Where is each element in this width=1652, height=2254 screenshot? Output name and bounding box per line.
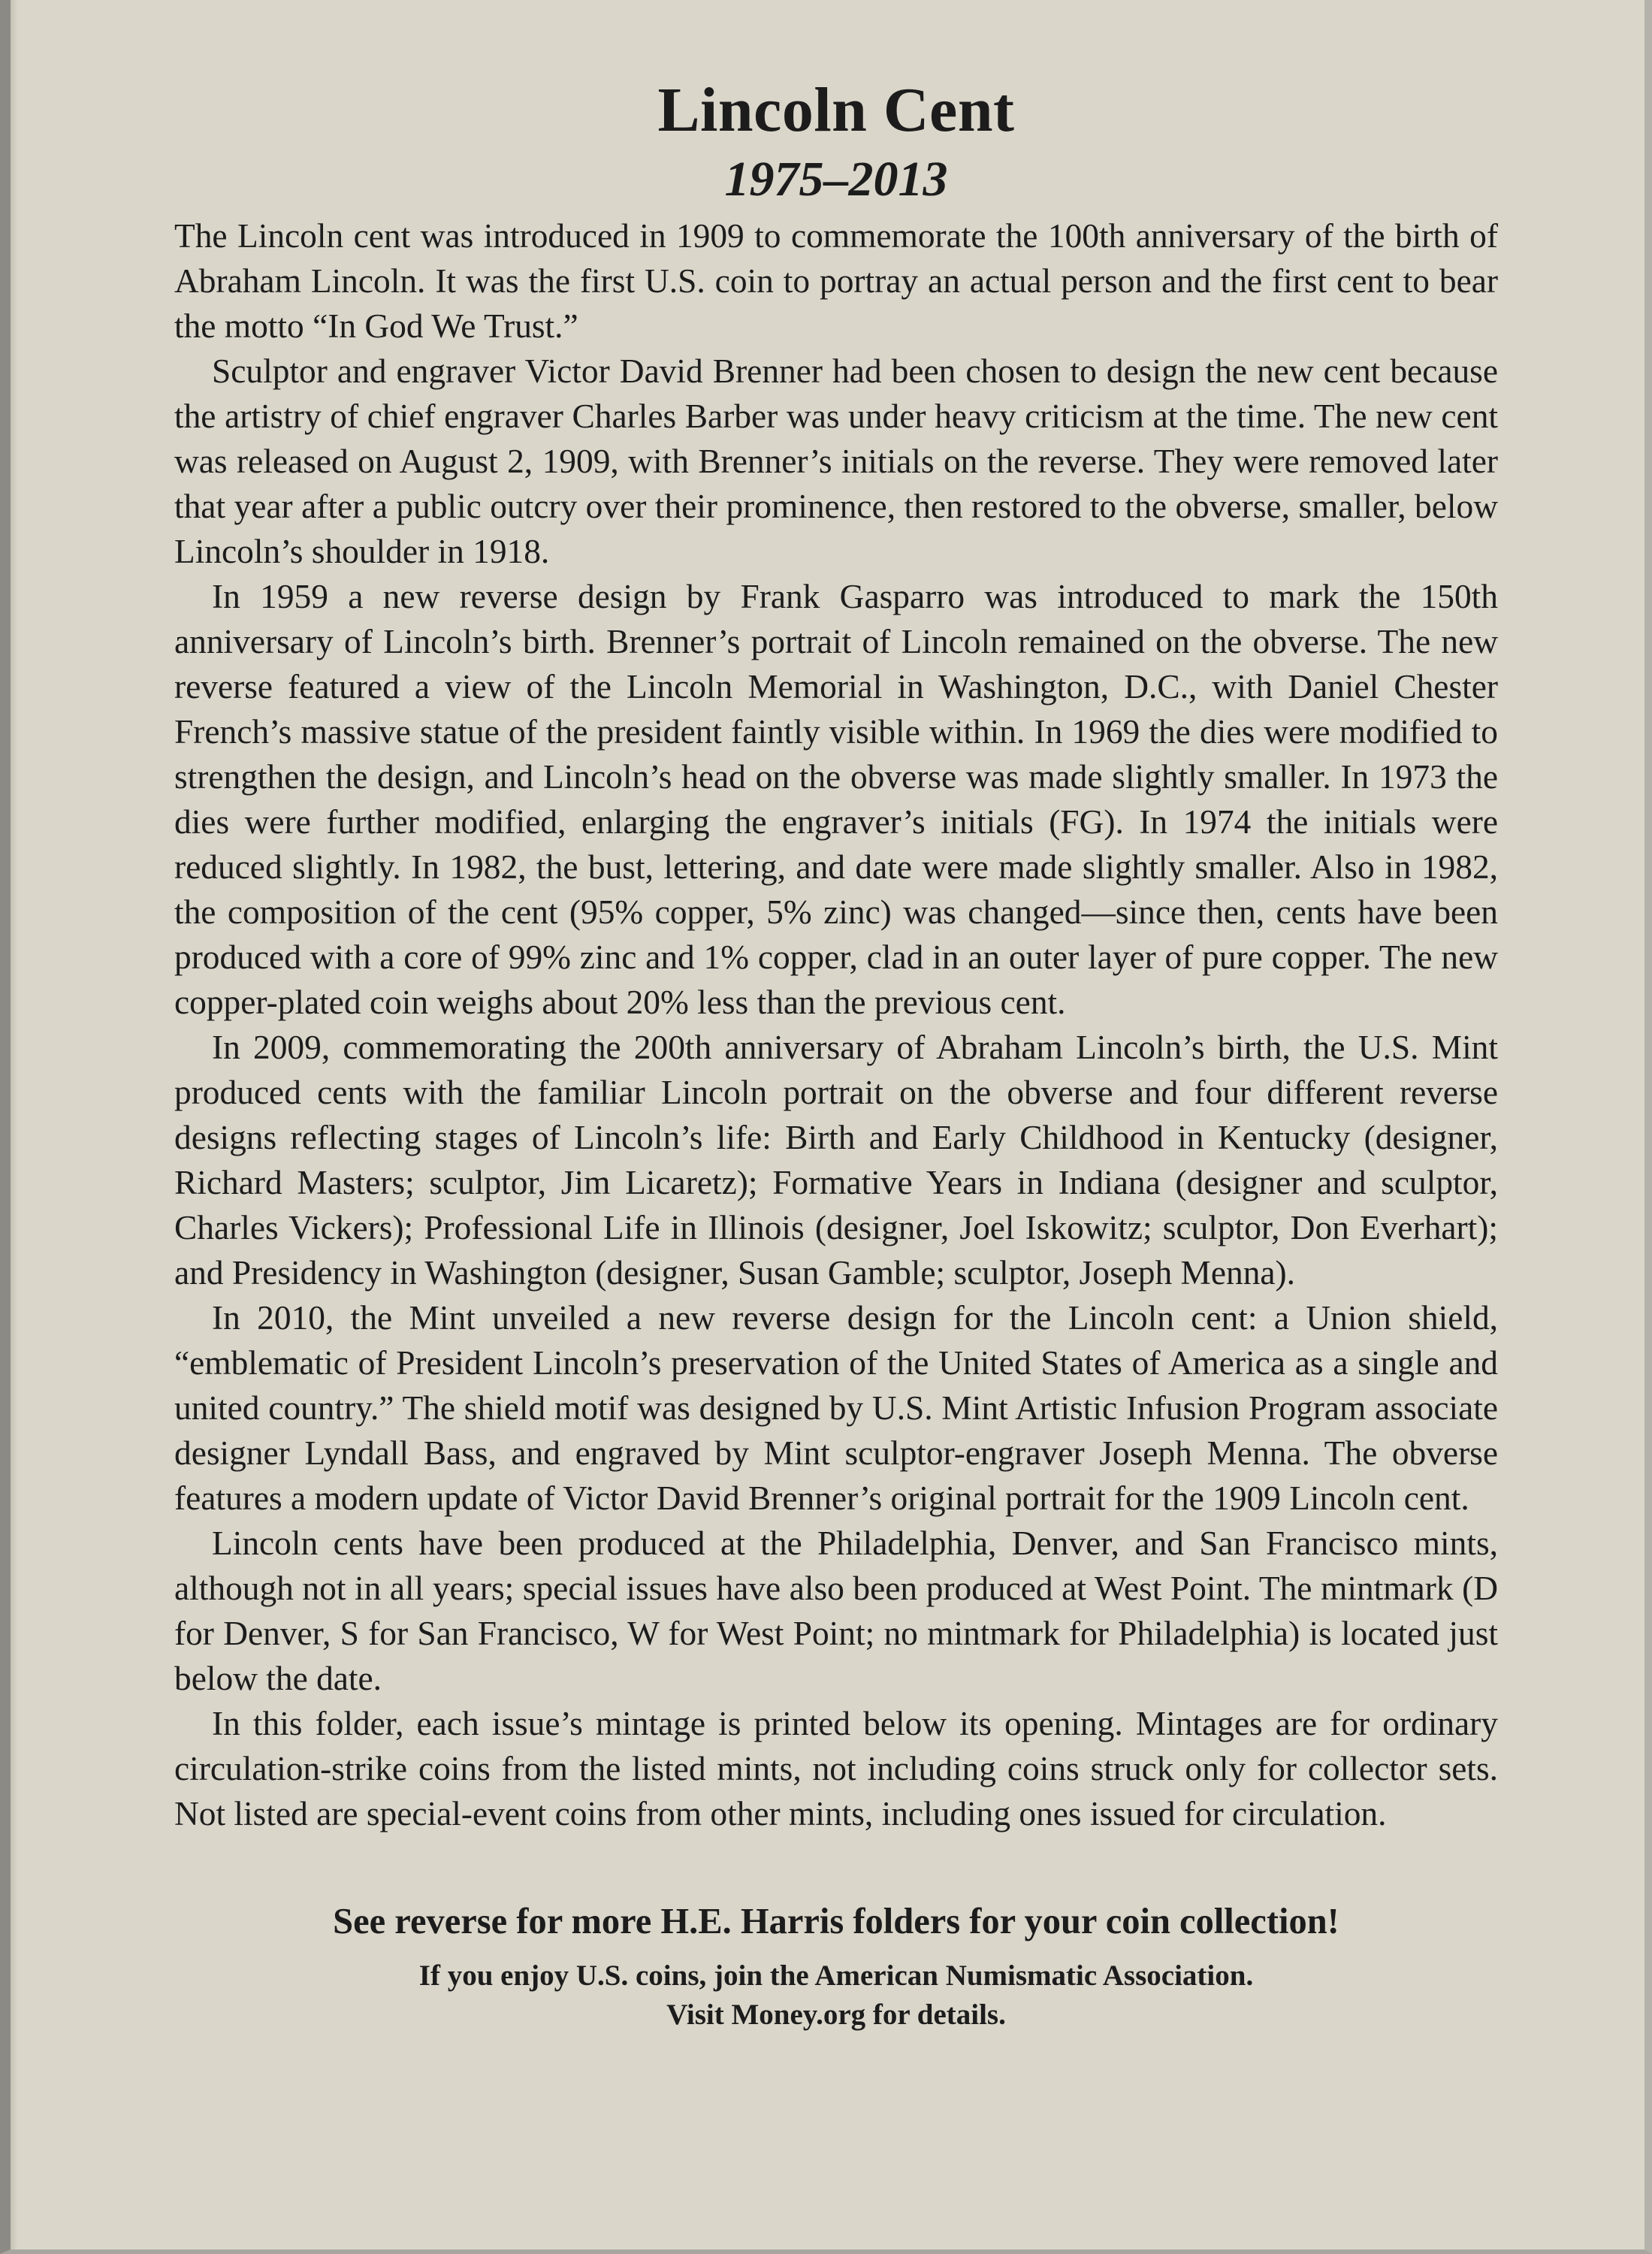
date-range: 1975–2013 [724, 152, 948, 207]
paragraph-mintages: In this folder, each issue’s mintage is printed below its opening. Mintages are for ordinary circulation-strike coins from the listed mints, not including coins struck only for collector sets. Not listed are special-event coins from other mints, including ones issued for circulation. [174, 1705, 1498, 1833]
paragraph-2009-bicentennial: In 2009, commemorating the 200th anniversary of Abraham Lincoln’s birth, the U.S. Mint produced cents with the familiar Lincoln portrait on the obverse and four different reverse designs reflecting stages of Lincoln’s life: Birth and Early Childhood in Kentucky (designer, Richard Masters; sculptor, Jim Licaretz); Formative Years in Indiana (designer and sculptor, Charles Vickers); Professional Life in Illinois (designer, Joel Iskowitz; sculptor, Don Everhart); and Presidency in Washington (designer, Susan Gamble; sculptor, Joseph Menna). [174, 1029, 1498, 1292]
paragraph-brenner: Sculptor and engraver Victor David Brenner had been chosen to design the new cent because the artistry of chief engraver Charles Barber was under heavy criticism at the time. The new cent was released on August 2, 1909, with Brenner’s initials on the reverse. They were removed later that year after a public outcry over their prominence, then restored to the obverse, smaller, below Lincoln’s shoulder in 1918. [174, 352, 1498, 570]
ana-line-1: If you enjoy U.S. coins, join the American Numismatic Association. [418, 1959, 1254, 1992]
paragraph-introduction: The Lincoln cent was introduced in 1909 to commemorate the 100th anniversary of the birth of Abraham Lincoln. It was the first U.S. coin to portray an actual person and the first cent to bear the motto “In God We Trust.” [174, 217, 1498, 345]
document-content [174, 69, 1498, 2035]
page-edge-shadow [11, 0, 18, 2254]
paragraph-mints: Lincoln cents have been produced at the Philadelphia, Denver, and San Francisco mints, although not in all years; special issues have also been produced at West Point. The mintmark (D for Denver, S for San Francisco, W for West Point; no mintmark for Philadelphia) is located just below the date. [174, 1524, 1498, 1697]
body-text [174, 213, 1498, 1836]
promo-line: See reverse for more H.E. Harris folders for your coin collection! [333, 1902, 1339, 1941]
ana-line-2: Visit Money.org for details. [666, 1999, 1006, 2031]
paragraph-1959-reverse: In 1959 a new reverse design by Frank Gasparro was introduced to mark the 150th anniversary of Lincoln’s birth. Brenner’s portrait of Lincoln remained on the obverse. The new reverse featured a view of the Lincoln Memorial in Washington, D.C., with Daniel Chester French’s massive statue of the president faintly visible within. In 1969 the dies were modified to strengthen the design, and Lincoln’s head on the obverse was made slightly smaller. In 1973 the dies were further modified, enlarging the engraver’s initials (FG). In 1974 the initials were reduced slightly. In 1982, the bust, lettering, and date were made slightly smaller. Also in 1982, the composition of the cent (95% copper, 5% zinc) was changed—since then, cents have been produced with a core of 99% zinc and 1% copper, clad in an outer layer of pure copper. The new copper-plated coin weighs about 20% less than the previous cent. [174, 578, 1498, 1021]
page-title: Lincoln Cent [657, 75, 1015, 145]
paragraph-2010-shield: In 2010, the Mint unveiled a new reverse design for the Lincoln cent: a Union shield, “emblematic of President Lincoln’s preservation of the United States of America as a single and united country.” The shield motif was designed by U.S. Mint Artistic Infusion Program associate designer Lyndall Bass, and engraved by Mint sculptor-engraver Joseph Menna. The obverse features a modern update of Victor David Brenner’s original portrait for the 1909 Lincoln cent. [174, 1299, 1498, 1517]
